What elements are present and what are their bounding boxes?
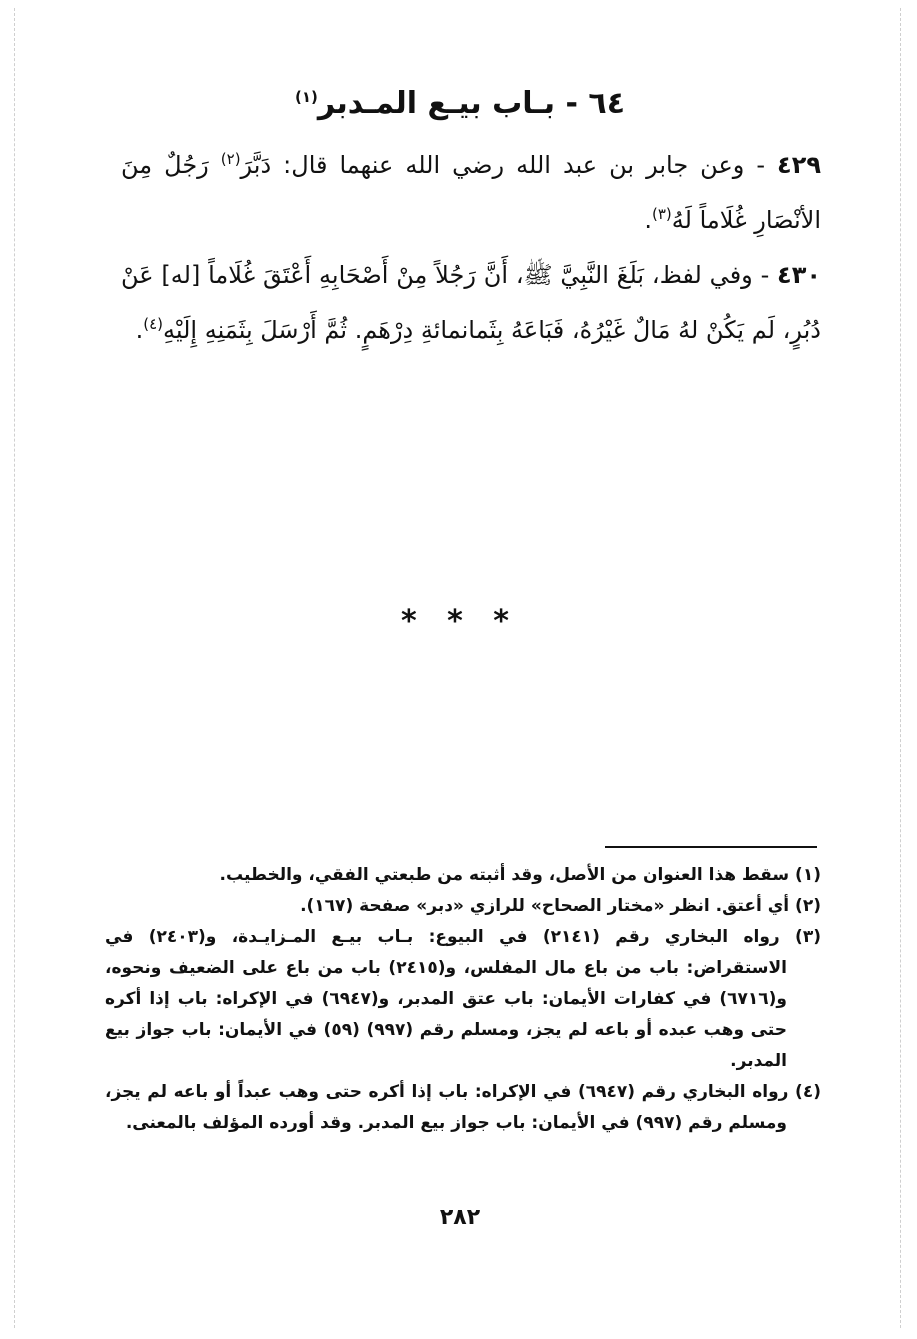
page-number: ٢٨٢: [439, 1205, 481, 1230]
footnote-divider: [605, 846, 817, 848]
hadith-text-part: رَجُلٌ مِنَ الأنْصَارِ غُلَاماً لَهُ: [121, 151, 821, 234]
chapter-title-text: ٦٤ - بـاب بيـع المـدبر: [317, 86, 626, 121]
hadith-text-part: - وعن جابر بن عبد الله رضي الله عنهما قال: دَبَّرَ: [240, 151, 778, 179]
hadith-number: ٤٣٠: [777, 261, 821, 289]
hadith-end: .: [644, 206, 652, 234]
footnote-ref-3: (٣): [651, 205, 672, 223]
hadith-430: [121, 248, 821, 358]
hadith-429: [121, 138, 821, 248]
footnote-ref-1: (١): [294, 88, 318, 106]
footnote-ref-2: (٢): [220, 150, 241, 168]
footnote-4: (٤) رواه البخاري رقم (٦٩٤٧) في الإكراه: باب إذا أكره حتى وهب عبداً أو باعه لم يجز، ومسلم رقم (٩٩٧) في الأيمان: باب جواز بيع المدبر. وقد أورده المؤلف بالمعنى.: [105, 1082, 821, 1133]
chapter-title: [100, 84, 820, 124]
footnote-ref-4: (٤): [143, 315, 163, 333]
section-separator: * * *: [401, 604, 519, 639]
footnote-3: (٣) رواه البخاري رقم (٢١٤١) في البيوع: بـاب بيـع المـزايـدة، و(٢٤٠٣) في الاستقراض: باب من باع مال المفلس، و(٢٤١٥) باب من باع على الضعيف ونحوه، و(٦٧١٦) في كفارات الأيمان: باب عتق المدبر، و(٦٩٤٧) في الإكراه: باب إذا أكره حتى وهب عبده أو باعه لم يجز، ومسلم رقم (٩٩٧) (٥٩) في الأيمان: باب جواز بيع المدبر.: [105, 927, 821, 1071]
footnotes: [105, 860, 821, 1139]
footnote-2: (٢) أي أعتق. انظر «مختار الصحاح» للرازي «دبر» صفحة (١٦٧).: [300, 896, 821, 916]
hadith-end: .: [135, 316, 144, 344]
footnote-1: (١) سقط هذا العنوان من الأصل، وقد أثبته من طبعتي الفقي، والخطيب.: [219, 865, 821, 885]
hadith-text: - وفي لفظ، بَلَغَ النَّبِيَّ ﷺ، أَنَّ رَجُلاً مِنْ أَصْحَابِهِ أَعْتَقَ غُلَاماً [له] عَنْ دُبُرٍ، لَم يَكُنْ لهُ مَالٌ غَيْرُهُ، فَبَاعَهُ بِثَمانمائةِ دِرْهَمٍ. ثُمَّ أَرْسَلَ بِثَمَنِهِ إِلَيْهِ: [121, 261, 821, 344]
hadith-number: ٤٢٩: [777, 151, 821, 179]
